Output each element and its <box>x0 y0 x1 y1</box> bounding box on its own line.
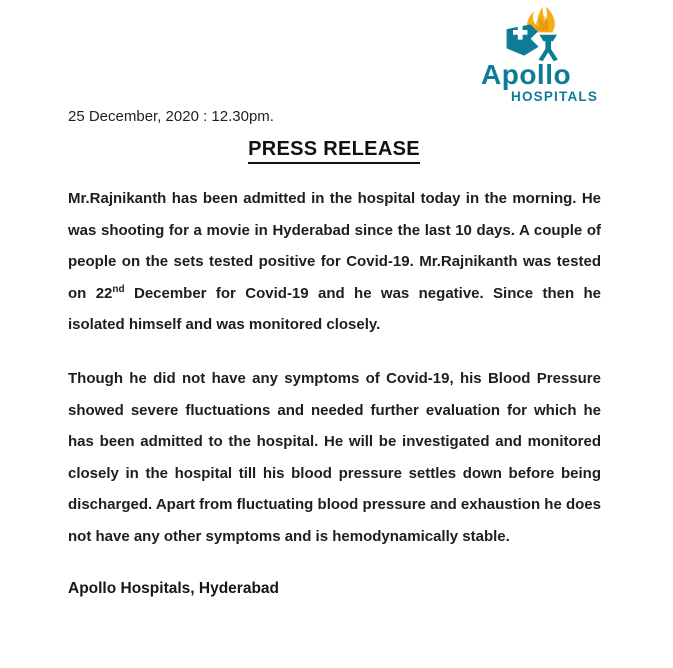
signature-line: Apollo Hospitals, Hyderabad <box>68 580 280 597</box>
paragraph-condition: Though he did not have any symptoms of Covid-19, his Blood Pressure showed severe fluctuations and needed further evaluation for which he has been admitted to the hospital. He will be investigated and monitored closely in the hospital till his blood pressure settles down before being discharged. Apart from fluctuating blood pressure and exhaustion he does not have any other symptoms and is hemodynamically stable. <box>68 370 601 545</box>
logo-subtitle: HOSPITALS <box>511 89 599 104</box>
press-release-title-text: PRESS RELEASE <box>248 138 420 164</box>
paragraph-admission-text: Mr.Rajnikanth has been admitted in the hospital today in the morning. He was shooting for a movie in Hyderabad since the last 10 days. A couple of people on the sets tested positive for Covid-19. Mr.Rajnikanth was tested on 22 <box>68 190 601 302</box>
paragraph-admission-text-cont: December for Covid-19 and he was negative. Since then he isolated himself and was monitored closely. <box>68 284 601 333</box>
press-release-title <box>68 138 600 164</box>
ordinal-superscript: nd <box>112 283 125 295</box>
apollo-hospitals-logo <box>481 6 607 104</box>
date-line: 25 December, 2020 : 12.30pm. <box>68 108 274 125</box>
torch-flame-icon <box>493 6 589 62</box>
paragraph-admission <box>68 183 601 341</box>
logo-wordmark: Apollo <box>481 59 572 90</box>
